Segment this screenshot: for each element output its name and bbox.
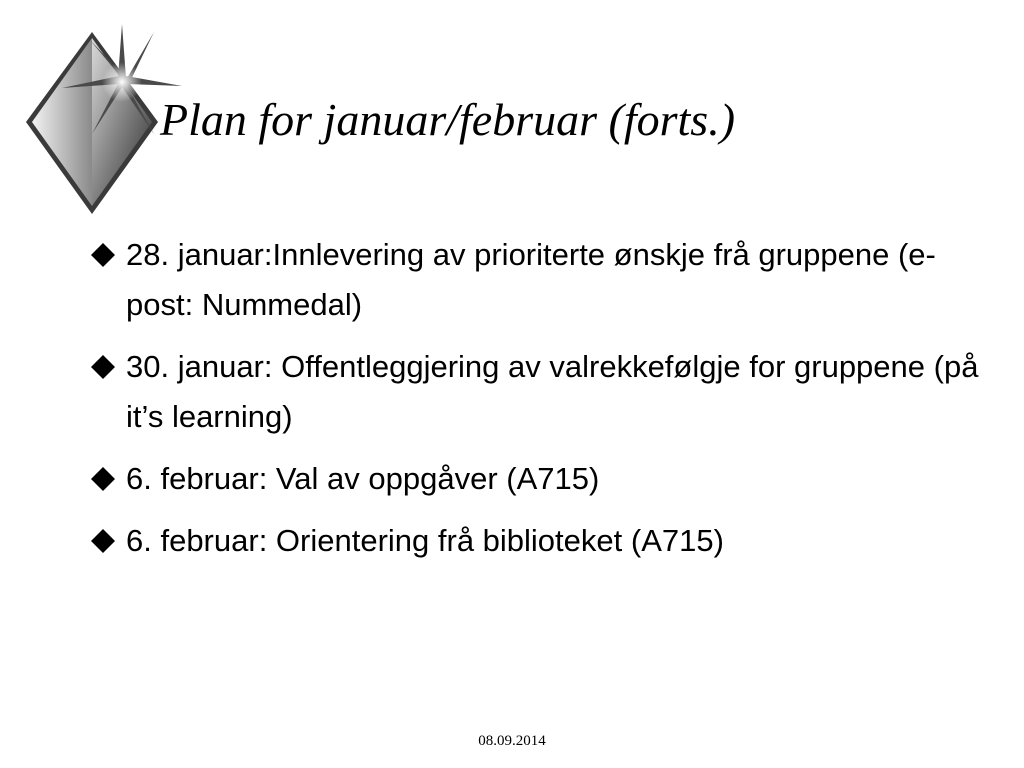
diamond-bullet-icon	[90, 230, 126, 280]
bullet-list	[90, 230, 990, 578]
diamond-bullet-icon	[90, 516, 126, 566]
bullet-text: 28. januar:Innlevering av prioriterte ønskje frå gruppene (e-post: Nummedal)	[126, 237, 936, 322]
list-item	[90, 230, 990, 330]
diamond-bullet-icon	[90, 342, 126, 392]
diamond-bullet-icon	[90, 454, 126, 504]
bullet-text: 30. januar: Offentleggjering av valrekkefølgje for gruppene (på it’s learning)	[126, 349, 979, 434]
bullet-text: 6. februar: Orientering frå biblioteket (A715)	[126, 523, 724, 558]
footer-date: 08.09.2014	[478, 733, 546, 749]
list-item	[90, 342, 990, 442]
slide-title: Plan for januar/februar (forts.)	[160, 94, 736, 145]
bullet-text: 6. februar: Val av oppgåver (A715)	[126, 461, 600, 496]
list-item	[90, 454, 990, 504]
list-item	[90, 516, 990, 566]
